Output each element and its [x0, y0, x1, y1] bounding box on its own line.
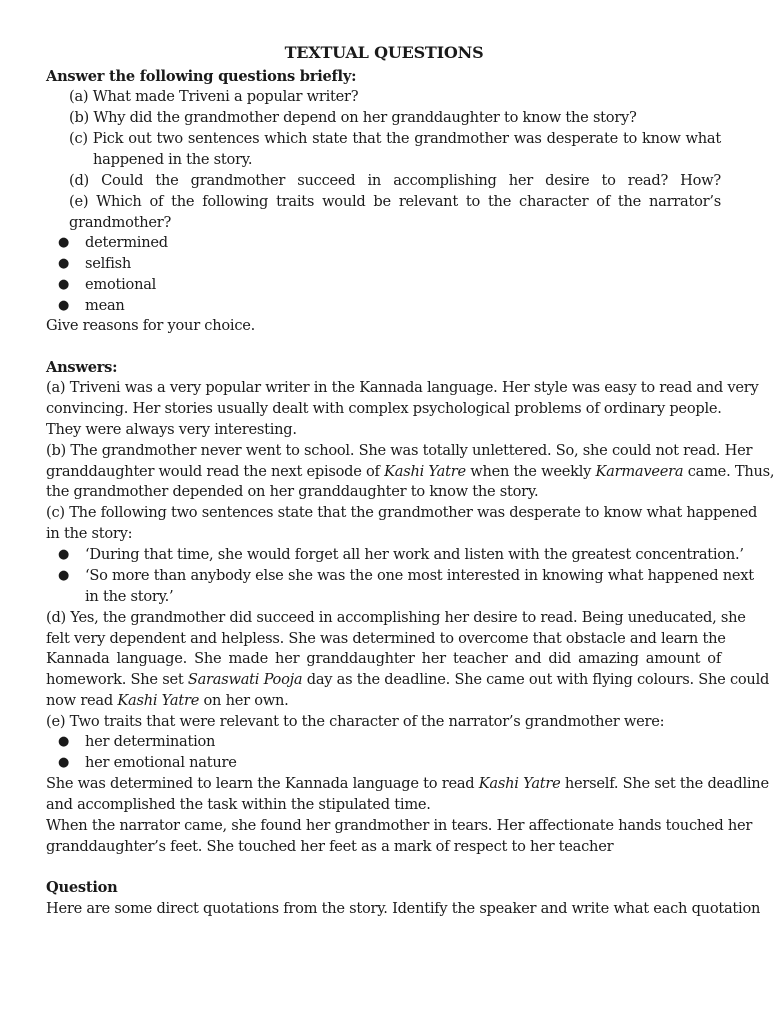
- trait-answer-item: her emotional nature: [85, 754, 237, 771]
- question-e-line1: (e) Which of the following traits would be relevant to the character of the narrator’s: [69, 193, 721, 210]
- answer-e-line4: When the narrator came, she found her grandmother in tears. Her affectionate hands touched her: [46, 817, 753, 834]
- trait-answer-item: her determination: [85, 733, 216, 750]
- bullet-icon: ●: [58, 235, 70, 250]
- magazine-title: Karmaveera: [595, 463, 684, 480]
- bullet-icon: ●: [58, 568, 70, 583]
- answer-d-line5: now read Kashi Yatre on her own.: [46, 692, 289, 709]
- answer-b-line2: granddaughter would read the next episode of Kashi Yatre when the weekly Karmaveera came. Thus,: [46, 463, 774, 480]
- answer-a-line1: (a) Triveni was a very popular writer in the Kannada language. Her style was easy to read and very: [46, 379, 759, 396]
- answer-c-line1: (c) The following two sentences state that the grandmother was desperate to know what happened: [46, 504, 758, 521]
- question-b: (b) Why did the grandmother depend on her granddaughter to know the story?: [69, 109, 637, 126]
- answer-c-line2: in the story:: [46, 525, 133, 542]
- answer-a-line2: convincing. Her stories usually dealt with complex psychological problems of ordinary people.: [46, 400, 722, 417]
- question-heading: Question: [46, 879, 118, 896]
- question-a: (a) What made Triveni a popular writer?: [69, 88, 359, 105]
- book-title: Kashi Yatre: [384, 463, 466, 480]
- answer-e-line5: granddaughter’s feet. She touched her feet as a mark of respect to her teacher: [46, 838, 614, 855]
- answer-d-line3: Kannada language. She made her granddaughter her teacher and did amazing amount of: [46, 650, 721, 667]
- trait-item: mean: [85, 297, 125, 314]
- answer-b-line3: the grandmother depended on her granddaughter to know the story.: [46, 483, 539, 500]
- instruction-heading: Answer the following questions briefly:: [46, 68, 357, 85]
- page-title: TEXTUAL QUESTIONS: [284, 43, 484, 62]
- trait-item: emotional: [85, 276, 157, 293]
- answer-e-line2: She was determined to learn the Kannada language to read Kashi Yatre herself. She set the deadline: [46, 775, 769, 792]
- answers-heading: Answers:: [46, 359, 118, 376]
- question-c-line2: happened in the story.: [93, 151, 253, 168]
- question-text: Here are some direct quotations from the story. Identify the speaker and write what each quotation: [46, 900, 761, 917]
- question-e-line2: grandmother?: [69, 214, 172, 231]
- bullet-icon: ●: [58, 277, 70, 292]
- festival-name: Saraswati Pooja: [187, 671, 303, 688]
- bullet-icon: ●: [58, 298, 70, 313]
- answer-d-line1: (d) Yes, the grandmother did succeed in accomplishing her desire to read. Being uneducated, she: [46, 609, 746, 626]
- book-title: Kashi Yatre: [478, 775, 561, 792]
- answer-d-line2: felt very dependent and helpless. She was determined to overcome that obstacle and learn the: [46, 630, 726, 647]
- answer-e-line3: and accomplished the task within the stipulated time.: [46, 796, 431, 813]
- quote-item: ‘During that time, she would forget all her work and listen with the greatest concentration.’: [85, 546, 744, 563]
- answer-e-line1: (e) Two traits that were relevant to the character of the narrator’s grandmother were:: [46, 713, 665, 730]
- trait-item: selfish: [85, 255, 132, 272]
- reasons-line: Give reasons for your choice.: [46, 317, 256, 334]
- bullet-icon: ●: [58, 734, 70, 749]
- question-c-line1: (c) Pick out two sentences which state that the grandmother was desperate to know what: [69, 130, 721, 147]
- quote-item-continued: in the story.’: [85, 588, 174, 605]
- answer-d-line4: homework. She set Saraswati Pooja day as the deadline. She came out with flying colours. She could: [46, 671, 770, 688]
- bullet-icon: ●: [58, 547, 70, 562]
- book-title: Kashi Yatre: [117, 692, 200, 709]
- answer-b-line1: (b) The grandmother never went to school. She was totally unlettered. So, she could not read. Her: [46, 442, 753, 459]
- bullet-icon: ●: [58, 755, 70, 770]
- bullet-icon: ●: [58, 256, 70, 271]
- answer-a-line3: They were always very interesting.: [46, 421, 297, 438]
- trait-item: determined: [85, 234, 168, 251]
- question-d: (d) Could the grandmother succeed in accomplishing her desire to read? How?: [69, 172, 721, 189]
- quote-item: ‘So more than anybody else she was the one most interested in knowing what happened next: [85, 567, 754, 584]
